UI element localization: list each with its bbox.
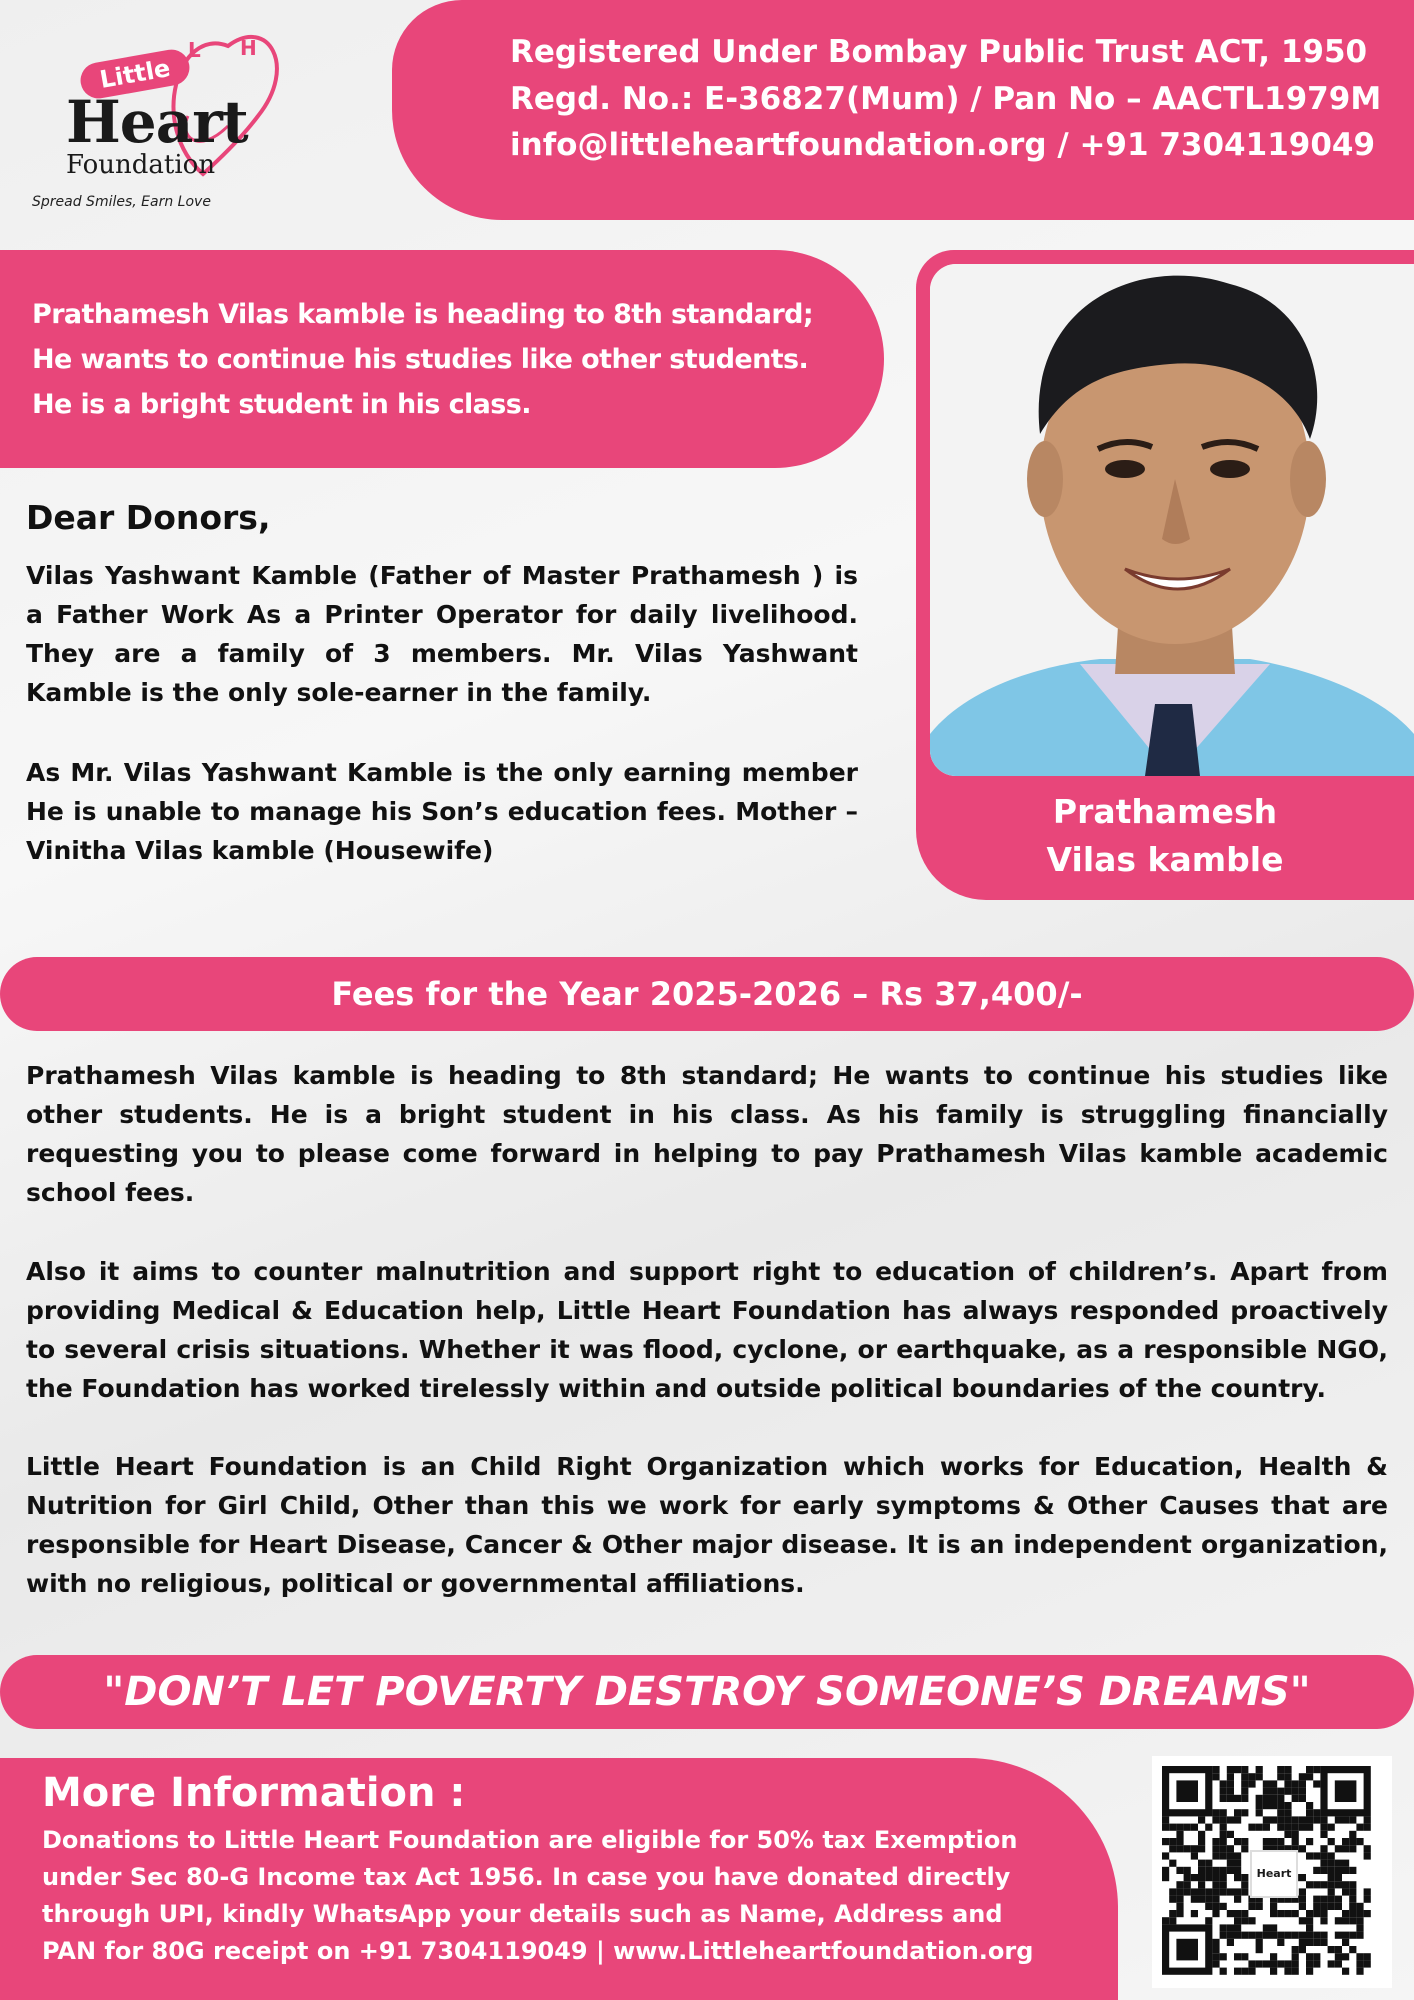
logo-tagline: Spread Smiles, Earn Love xyxy=(32,194,211,210)
logo-foundation-word: Foundation xyxy=(66,150,216,180)
greeting: Dear Donors, xyxy=(26,498,271,537)
student-first-name: Prathamesh xyxy=(1052,792,1278,831)
logo-h-letter: H xyxy=(240,36,257,60)
donation-qr-code[interactable] xyxy=(1152,1756,1392,1988)
appeal-paragraph: Prathamesh Vilas kamble is heading to 8th standard; He wants to continue his studies like other students. He is a bright student in his class. As his family is struggling financially requesting you to please come forward in helping to pay Prathamesh Vilas kamble academic school fees. xyxy=(26,1061,1388,1207)
logo-l-letter: L xyxy=(188,38,201,62)
logo-heart-word: Heart xyxy=(66,88,248,156)
more-info-title: More Information : xyxy=(42,1770,466,1816)
foundation-logo xyxy=(28,6,288,216)
fees-banner: Fees for the Year 2025-2026 – Rs 37,400/- xyxy=(0,957,1414,1031)
qr-center-logo: Heart xyxy=(1250,1850,1298,1898)
student-photo xyxy=(930,264,1414,776)
contact-line: info@littleheartfoundation.org / +91 7304119049 xyxy=(510,127,1376,163)
student-last-name: Vilas kamble xyxy=(1046,840,1284,879)
regd-pan-line: Regd. No.: E-36827(Mum) / Pan No – AACTL1979M xyxy=(510,81,1382,117)
more-info-text: Donations to Little Heart Foundation are eligible for 50% tax Exemption under Sec 80-G Income tax Act 1956. In case you have donated directly through UPI, kindly WhatsApp your details such as Name, Address and PAN for 80G receipt on +91 7304119049 | www.Littleheartfoundation.org xyxy=(42,1826,1034,1965)
logo-little-badge: Little xyxy=(78,47,193,102)
registration-header xyxy=(392,0,1414,220)
student-photo-card xyxy=(916,250,1414,900)
organization-paragraph: Little Heart Foundation is an Child Right Organization which works for Education, Health & Nutrition for Girl Child, Other than this we work for early symptoms & Other Causes that are responsible for Heart Disease, Cancer & Other major disease. It is an independent organization, with no religious, political or governmental affiliations. xyxy=(26,1452,1388,1598)
family-paragraph: Vilas Yashwant Kamble (Father of Master Prathamesh ) is a Father Work As a Printer Operator for daily livelihood. They are a family of 3 members. Mr. Vilas Yashwant Kamble is the only sole-earner in the family. xyxy=(26,561,858,707)
mission-paragraph: Also it aims to counter malnutrition and support right to education of children’s. Apart from providing Medical & Education help, Little Heart Foundation has always responded proactively to several crisis situations. Whether it was flood, cyclone, or earthquake, as a responsible NGO, the Foundation has worked tirelessly within and outside political boundaries of the country. xyxy=(26,1257,1388,1403)
slogan-banner: "DON’T LET POVERTY DESTROY SOMEONE’S DREAMS" xyxy=(0,1655,1414,1729)
more-info-panel xyxy=(0,1758,1118,2000)
intro-banner: Prathamesh Vilas kamble is heading to 8th standard; He wants to continue his studies like other students. He is a bright student in his class. xyxy=(0,250,884,468)
earner-paragraph: As Mr. Vilas Yashwant Kamble is the only earning member He is unable to manage his Son’s education fees. Mother – Vinitha Vilas kamble (Housewife) xyxy=(26,758,858,865)
registration-line: Registered Under Bombay Public Trust ACT, 1950 xyxy=(510,34,1368,70)
student-name xyxy=(916,788,1414,884)
